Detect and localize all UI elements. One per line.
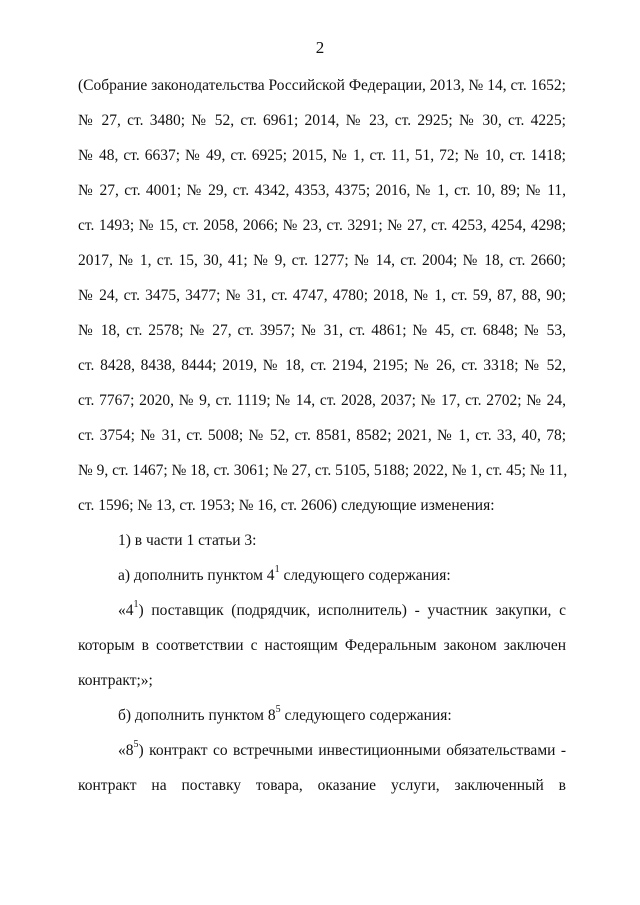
citation-line: № 24, ст. 3475, 3477; № 31, ст. 4747, 4780; 2018, № 1, ст. 59, 87, 88, 90;	[78, 287, 566, 304]
citation-line: ст. 8428, 8438, 8444; 2019, № 18, ст. 2194, 2195; № 26, ст. 3318; № 52,	[78, 357, 566, 374]
quote-8-5-text: ) контракт со встречными инвестиционными обязательствами -	[138, 742, 566, 759]
citation-line: (Собрание законодательства Российской Федерации, 2013, № 14, ст. 1652;	[78, 77, 566, 94]
item-b-superscript: 5	[275, 703, 281, 715]
quote-4-1-line: которым в соответствии с настоящим Федеральным законом заключен	[78, 637, 566, 654]
item-b-text: б) дополнить пунктом 8	[118, 707, 276, 724]
quote-4-1-open: «4	[118, 602, 134, 619]
citation-line: ст. 3754; № 31, ст. 5008; № 52, ст. 8581, 8582; 2021, № 1, ст. 33, 40, 78;	[78, 427, 566, 444]
quote-4-1-superscript: 1	[133, 598, 139, 610]
quote-8-5-line: контракт на поставку товара, оказание услуги, заключенный в	[78, 777, 566, 794]
citation-line: № 48, ст. 6637; № 49, ст. 6925; 2015, № 1, ст. 11, 51, 72; № 10, ст. 1418;	[78, 147, 566, 164]
item-a-text-rest: следующего содержания:	[279, 567, 451, 584]
quote-8-5-open: «8	[118, 742, 134, 759]
citation-line: № 27, ст. 4001; № 29, ст. 4342, 4353, 4375; 2016, № 1, ст. 10, 89; № 11,	[78, 182, 566, 199]
citation-line: ст. 7767; 2020, № 9, ст. 1119; № 14, ст. 2028, 2037; № 17, ст. 2702; № 24,	[78, 392, 566, 409]
quote-8-5-line	[118, 738, 566, 761]
quote-4-1-line: контракт;»;	[78, 672, 153, 689]
citation-line: 2017, № 1, ст. 15, 30, 41; № 9, ст. 1277; № 14, ст. 2004; № 18, ст. 2660;	[78, 252, 566, 269]
item-a-text: а) дополнить пунктом 4	[118, 567, 275, 584]
item-a-superscript: 1	[274, 563, 280, 575]
quote-8-5-superscript: 5	[133, 738, 139, 750]
quote-4-1-text: ) поставщик (подрядчик, исполнитель) - участник закупки, с	[138, 602, 566, 619]
item-b-text-rest: следующего содержания:	[280, 707, 452, 724]
item-a-paragraph	[118, 563, 566, 586]
citation-line: № 27, ст. 3480; № 52, ст. 6961; 2014, № 23, ст. 2925; № 30, ст. 4225;	[78, 112, 566, 129]
citation-line: ст. 1493; № 15, ст. 2058, 2066; № 23, ст. 3291; № 27, ст. 4253, 4254, 4298;	[78, 217, 566, 234]
quote-4-1-line	[118, 598, 566, 621]
citation-line: ст. 1596; № 13, ст. 1953; № 16, ст. 2606) следующие изменения:	[78, 497, 495, 514]
item-1-heading: 1) в части 1 статьи 3:	[118, 532, 257, 549]
citation-line: № 18, ст. 2578; № 27, ст. 3957; № 31, ст. 4861; № 45, ст. 6848; № 53,	[78, 322, 566, 339]
item-b-paragraph	[118, 703, 566, 726]
citation-line: № 9, ст. 1467; № 18, ст. 3061; № 27, ст. 5105, 5188; 2022, № 1, ст. 45; № 11,	[78, 462, 568, 479]
page-number: 2	[315, 38, 325, 57]
